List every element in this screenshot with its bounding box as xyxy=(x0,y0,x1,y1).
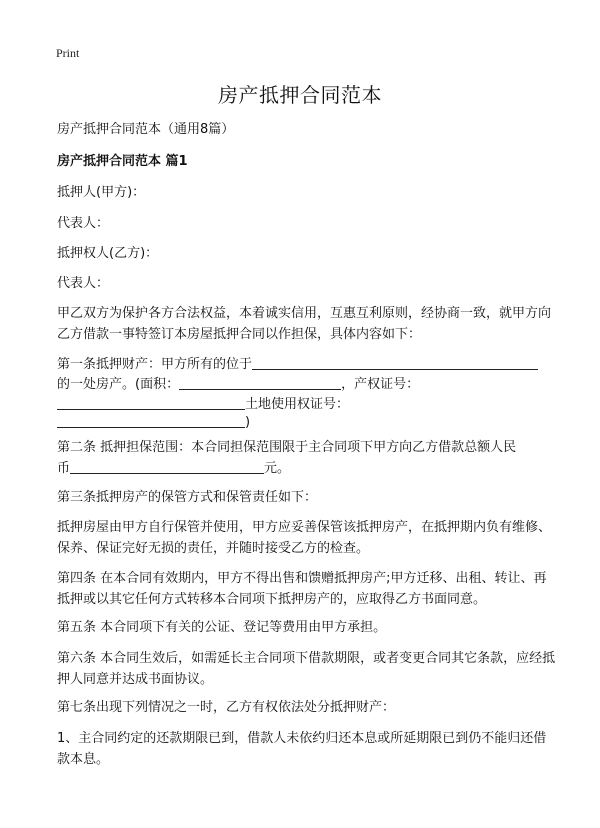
document-title: 房产抵押合同范本 xyxy=(218,83,382,107)
currency-label: 币 xyxy=(57,461,71,476)
location-blank xyxy=(252,355,538,370)
representative-line-2: 代表人： xyxy=(57,276,110,291)
article-7: 第七条出现下列情况之一时，乙方有权依法处分抵押财产： xyxy=(57,700,396,715)
land-cert-label: 土地使用权证号： xyxy=(245,397,350,412)
article-1-line-2 xyxy=(57,374,557,395)
land-cert-blank xyxy=(57,413,245,428)
article-1-prefix: 第一条抵押财产：甲方所有的位于 xyxy=(57,357,253,372)
yuan-label: 元。 xyxy=(264,461,291,476)
article-2-line-1: 第二条 抵押担保范围：本合同担保范围限于主合同项下甲方向乙方借款总额人民 xyxy=(57,440,517,455)
article-1-close: ) xyxy=(245,415,251,430)
article-2-line-2 xyxy=(57,458,557,479)
mortgagee-line: 抵押权人(乙方)： xyxy=(57,246,159,261)
amount-blank xyxy=(70,459,264,474)
article-3-body: 抵押房屋由甲方自行保管并使用，甲方应妥善保管该抵押房产，在抵押期内负有维修、保养、保证完好无损的责任，并随时接受乙方的检查。 xyxy=(57,520,552,556)
area-blank xyxy=(179,375,341,390)
property-cert-blank xyxy=(57,395,245,410)
area-label: 的一处房产。(面积： xyxy=(57,377,180,392)
mortgagor-line: 抵押人(甲方)： xyxy=(57,185,146,200)
article-5: 第五条 本合同项下有关的公证、登记等费用由甲方承担。 xyxy=(57,620,387,635)
article-1-line-1 xyxy=(57,354,557,375)
article-3: 第三条抵押房产的保管方式和保管责任如下： xyxy=(57,490,318,505)
article-6: 第六条 本合同生效后，如需延长主合同项下借款期限，或者变更合同其它条款，应经抵押人同意并达成书面协议。 xyxy=(57,651,556,687)
article-1-line-4 xyxy=(57,412,557,433)
section-heading: 房产抵押合同范本 篇1 xyxy=(57,154,188,169)
representative-line-1: 代表人： xyxy=(57,216,110,231)
document-subtitle: 房产抵押合同范本（通用8篇） xyxy=(57,122,235,137)
print-link[interactable]: Print xyxy=(56,46,80,60)
article-4: 第四条 在本合同有效期内，甲方不得出售和馈赠抵押房产;甲方迁移、出租、转让、再抵押或以其它任何方式转移本合同项下抵押房产的，应取得乙方书面同意。 xyxy=(57,571,547,607)
intro-paragraph: 甲乙双方为保护各方合法权益，本着诚实信用，互惠互利原则，经协商一致，就甲方向乙方借款一事特签订本房屋抵押合同以作担保，具体内容如下： xyxy=(57,306,552,342)
property-cert-label: ，产权证号： xyxy=(341,377,420,392)
article-7-item-1: 1、主合同约定的还款期限已到，借款人未依约归还本息或所延期限已到仍不能归还借款本息。 xyxy=(57,731,547,767)
